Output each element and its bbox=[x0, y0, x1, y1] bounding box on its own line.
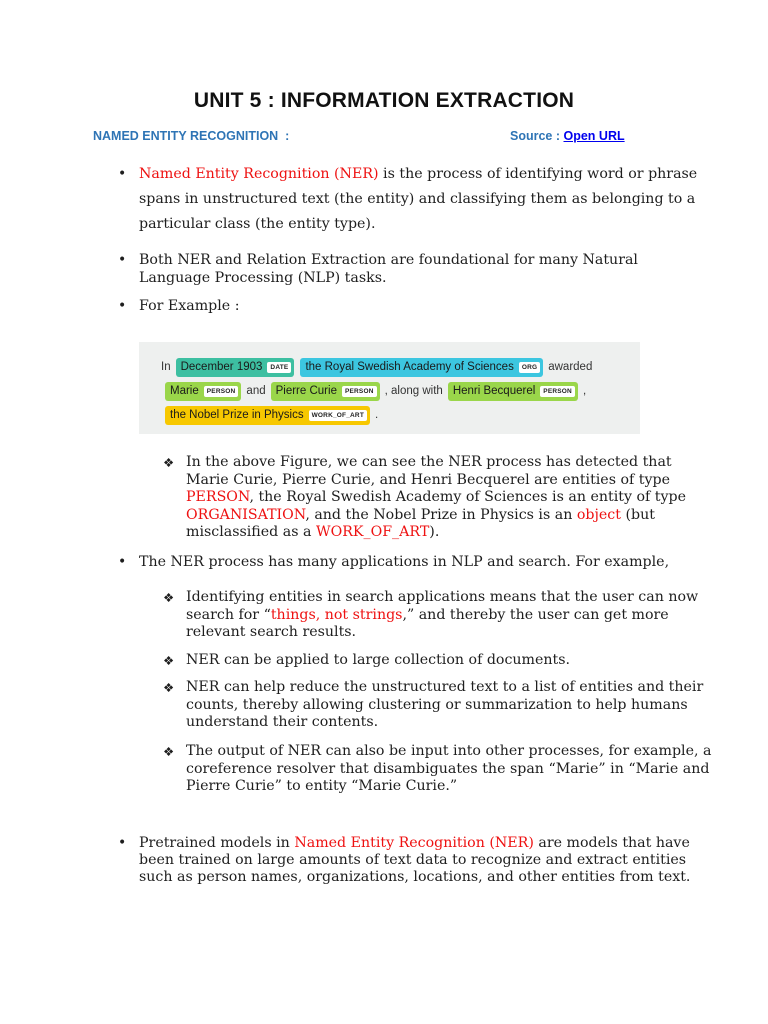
ner-example-figure bbox=[139, 342, 640, 434]
entity-label: WORK_OF_ART bbox=[309, 410, 367, 421]
figure-word: , bbox=[582, 385, 587, 397]
entity-text: Henri Becquerel bbox=[452, 385, 536, 397]
diamond-bullet-icon: ❖ bbox=[163, 590, 175, 605]
text-line: Identifying entities in search applications means that the user can now bbox=[186, 589, 699, 605]
things-not-strings-highlight: things, not strings bbox=[270, 606, 403, 623]
figure-word: In bbox=[161, 361, 171, 373]
diamond-bullet-icon: ❖ bbox=[163, 653, 175, 668]
figure-row-2 bbox=[162, 381, 588, 401]
bullet-dot-icon: • bbox=[118, 554, 127, 570]
text-line: In the above Figure, we can see the NER process has detected that bbox=[186, 454, 672, 470]
entity-person-henri bbox=[448, 382, 578, 401]
type-organisation-highlight: ORGANISATION bbox=[186, 506, 306, 523]
text-line: For Example : bbox=[139, 298, 240, 314]
bullet-dot-icon: • bbox=[118, 298, 127, 314]
text-line: The NER process has many applications in NLP and search. For example, bbox=[139, 554, 670, 570]
text-line: is the process of identifying word or phrase bbox=[378, 166, 698, 182]
entity-text: Marie bbox=[170, 385, 199, 397]
figure-word: . bbox=[375, 409, 379, 421]
text-line: spans in unstructured text (the entity) and classifying them as belonging to a bbox=[139, 191, 696, 207]
text-line: coreference resolver that disambiguates the span “Marie” in “Marie and bbox=[186, 760, 710, 777]
figure-row-1 bbox=[159, 357, 594, 377]
figure-explanation bbox=[186, 454, 686, 542]
text-line: particular class (the entity type). bbox=[139, 216, 376, 232]
ner-highlight: Named Entity Recognition (NER) bbox=[294, 835, 534, 851]
text-line: ,” and thereby the user can get more bbox=[402, 606, 669, 623]
figure-word: awarded bbox=[548, 361, 593, 373]
text-line: Pretrained models in bbox=[139, 835, 295, 851]
text-line: counts, thereby allowing clustering or summarization to help humans bbox=[186, 696, 688, 713]
entity-org bbox=[300, 358, 543, 377]
entity-person-pierre bbox=[271, 382, 380, 401]
entity-label: ORG bbox=[519, 362, 540, 373]
text-line: , the Royal Swedish Academy of Sciences is an entity of type bbox=[249, 489, 686, 505]
text-line: Pierre Curie” to entity “Marie Curie.” bbox=[186, 778, 458, 794]
entity-text: Pierre Curie bbox=[275, 385, 337, 397]
application-summarization bbox=[186, 679, 703, 732]
diamond-bullet-icon: ❖ bbox=[163, 680, 175, 695]
bullet-applications bbox=[139, 554, 669, 571]
text-line: Both NER and Relation Extraction are foundational for many Natural bbox=[139, 252, 638, 268]
section-heading-ner: NAMED ENTITY RECOGNITION : bbox=[93, 129, 290, 143]
type-person-highlight: PERSON bbox=[186, 489, 250, 505]
figure-word: , along with bbox=[384, 385, 443, 397]
bullet-dot-icon: • bbox=[118, 252, 127, 268]
entity-text: the Royal Swedish Academy of Sciences bbox=[305, 361, 514, 373]
figure-word: and bbox=[246, 385, 266, 397]
entity-person-marie bbox=[165, 382, 241, 401]
text-line: NER can be applied to large collection of documents. bbox=[186, 652, 571, 668]
bullet-foundational bbox=[139, 252, 638, 287]
entity-label: PERSON bbox=[540, 386, 575, 397]
bullet-dot-icon: • bbox=[118, 166, 127, 182]
page-title: UNIT 5 : INFORMATION EXTRACTION bbox=[193, 89, 575, 112]
diamond-bullet-icon: ❖ bbox=[163, 455, 175, 470]
text-line: search for “ bbox=[186, 606, 271, 623]
entity-label: DATE bbox=[267, 362, 291, 373]
text-line: NER can help reduce the unstructured text to a list of entities and their bbox=[186, 679, 704, 695]
entity-text: the Nobel Prize in Physics bbox=[170, 409, 304, 421]
bullet-ner-definition bbox=[139, 166, 697, 233]
figure-row-3 bbox=[162, 405, 380, 425]
text-line: Marie Curie, Pierre Curie, and Henri Becquerel are entities of type bbox=[186, 471, 670, 488]
ner-highlight: Named Entity Recognition (NER) bbox=[139, 166, 379, 182]
application-coreference bbox=[186, 743, 711, 796]
text-line: are models that have bbox=[533, 835, 690, 851]
text-line: been trained on large amounts of text data to recognize and extract entities bbox=[139, 852, 687, 868]
text-line: Language Processing (NLP) tasks. bbox=[139, 270, 387, 286]
bullet-dot-icon: • bbox=[118, 835, 127, 851]
application-search bbox=[186, 589, 698, 642]
source-line bbox=[510, 129, 625, 143]
text-line: misclassified as a bbox=[186, 524, 316, 540]
bullet-for-example bbox=[139, 298, 239, 315]
entity-label: PERSON bbox=[342, 386, 377, 397]
entity-work-of-art bbox=[165, 406, 370, 425]
work-of-art-highlight: WORK_OF_ART bbox=[315, 524, 430, 540]
object-highlight: object bbox=[576, 506, 621, 523]
text-line: (but bbox=[620, 506, 655, 523]
text-line: understand their contents. bbox=[186, 714, 379, 730]
entity-date bbox=[176, 358, 295, 377]
bullet-pretrained-models bbox=[139, 835, 690, 886]
source-label: Source : bbox=[510, 129, 564, 143]
text-line: ). bbox=[429, 524, 440, 540]
text-line: such as person names, organizations, locations, and other entities from text. bbox=[139, 869, 691, 885]
diamond-bullet-icon: ❖ bbox=[163, 744, 175, 759]
open-url-link[interactable]: Open URL bbox=[563, 129, 625, 143]
entity-text: December 1903 bbox=[180, 361, 263, 373]
text-line: , and the Nobel Prize in Physics is an bbox=[305, 506, 577, 523]
application-documents bbox=[186, 652, 570, 669]
text-line: The output of NER can also be input into other processes, for example, a bbox=[186, 743, 712, 759]
entity-label: PERSON bbox=[204, 386, 239, 397]
text-line: relevant search results. bbox=[186, 624, 357, 640]
